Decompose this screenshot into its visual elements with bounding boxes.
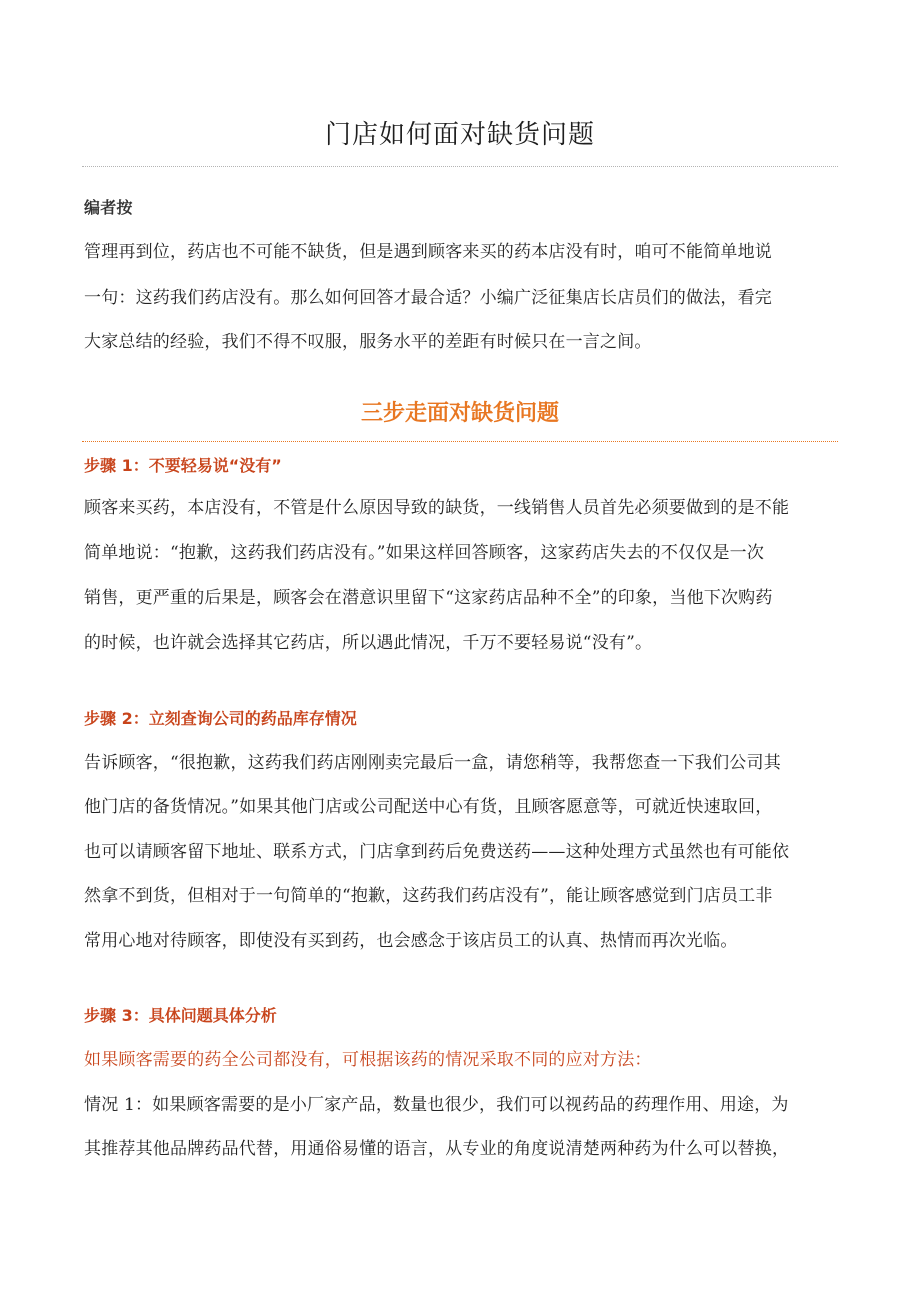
step-2-paragraph-line: 也可以请顾客留下地址、联系方式，门店拿到药后免费送药——这种处理方式虽然也有可能依 <box>84 842 790 862</box>
step-3-paragraph-line: 其推荐其他品牌药品代替，用通俗易懂的语言，从专业的角度说清楚两种药为什么可以替换， <box>84 1139 790 1159</box>
step-2-paragraph-line: 然拿不到货，但相对于一句简单的“抱歉，这药我们药店没有”，能让顾客感觉到门店员工非 <box>84 886 773 906</box>
step-2-paragraph-line: 他门店的备货情况。”如果其他门店或公司配送中心有货，且顾客愿意等，可就近快速取回， <box>84 797 773 817</box>
step-3-intro: 如果顾客需要的药全公司都没有，可根据该药的情况采取不同的应对方法： <box>84 1050 652 1070</box>
step-3-paragraph-line: 情况 1：如果顾客需要的是小厂家产品，数量也很少，我们可以视药品的药理作用、用途，为 <box>84 1095 789 1115</box>
step-1-paragraph-line: 销售，更严重的后果是，顾客会在潜意识里留下“这家药店品种不全”的印象，当他下次购药 <box>84 588 773 608</box>
page-title: 门店如何面对缺货问题 <box>324 120 595 150</box>
step-2-heading: 步骤 2：立刻查询公司的药品库存情况 <box>84 709 357 728</box>
step-1-paragraph-line: 的时候，也许就会选择其它药店，所以遇此情况，千万不要轻易说“没有”。 <box>84 633 653 653</box>
step-3-heading: 步骤 3：具体问题具体分析 <box>84 1006 277 1025</box>
step-1-paragraph-line: 顾客来买药，本店没有，不管是什么原因导致的缺货，一线销售人员首先必须要做到的是不能 <box>84 498 790 518</box>
title-divider <box>82 166 838 167</box>
section-heading: 三步走面对缺货问题 <box>360 401 559 426</box>
step-1-heading: 步骤 1：不要轻易说“没有” <box>84 456 282 475</box>
step-2-paragraph-line: 常用心地对待顾客，即使没有买到药，也会感念于该店员工的认真、热情而再次光临。 <box>84 931 738 951</box>
step-1-paragraph-line: 简单地说：“抱歉，这药我们药店没有。”如果这样回答顾客，这家药店失去的不仅仅是一次 <box>84 543 765 563</box>
section-divider <box>82 441 838 442</box>
step-2-paragraph-line: 告诉顾客，“很抱歉，这药我们药店刚刚卖完最后一盒，请您稍等，我帮您查一下我们公司其 <box>84 753 781 773</box>
editor-note-line: 大家总结的经验，我们不得不叹服，服务水平的差距有时候只在一言之间。 <box>84 332 652 352</box>
editor-note-label: 编者按 <box>84 198 133 217</box>
editor-note-line: 一句：这药我们药店没有。那么如何回答才最合适？小编广泛征集店长店员们的做法，看完 <box>84 288 772 308</box>
editor-note-line: 管理再到位，药店也不可能不缺货，但是遇到顾客来买的药本店没有时，咱可不能简单地说 <box>84 242 772 262</box>
